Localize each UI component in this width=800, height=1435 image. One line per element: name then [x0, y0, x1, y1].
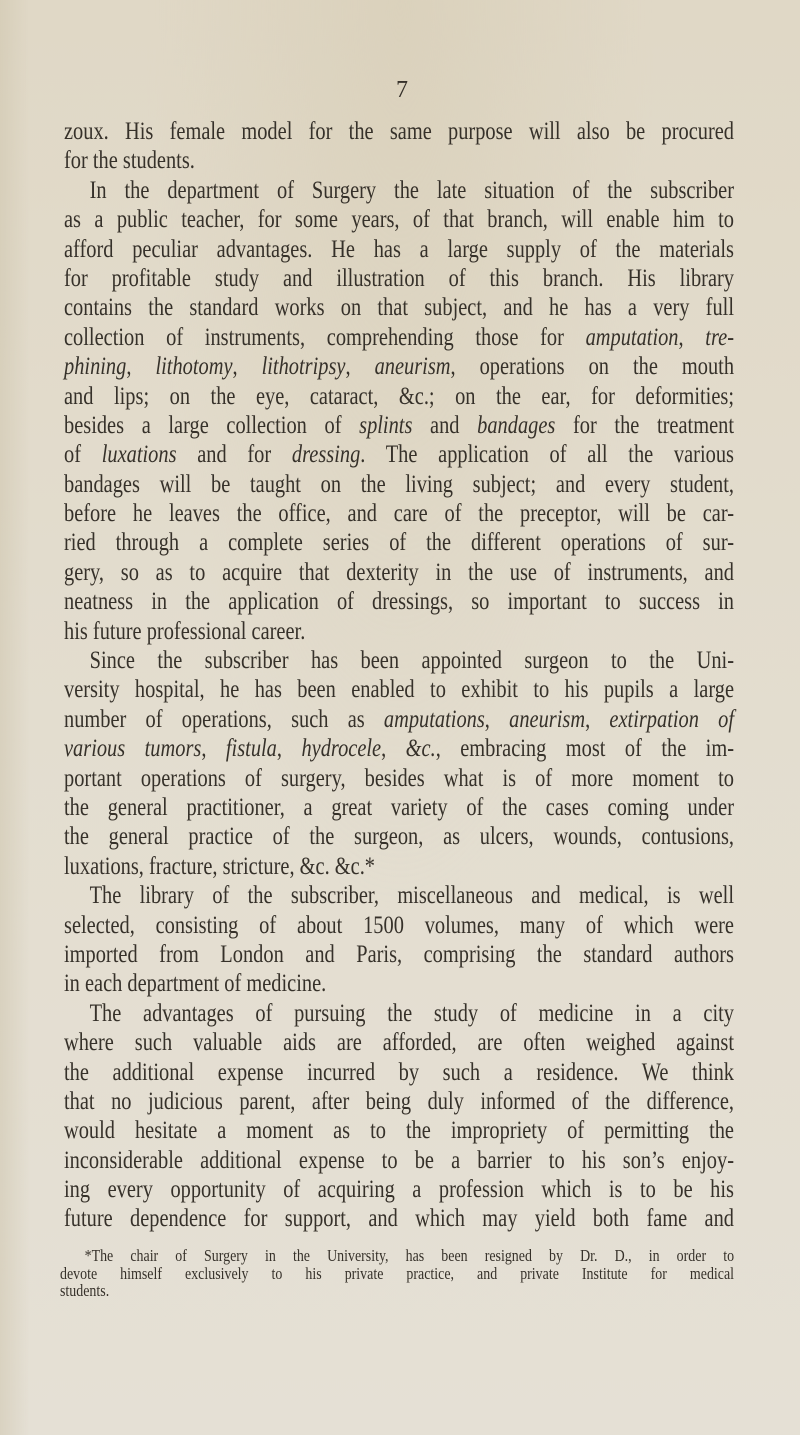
italic-term: dressing — [291, 439, 361, 469]
line-content: students. — [60, 1281, 110, 1301]
line-content: ried through a complete series of the different operations of sur- — [64, 527, 734, 557]
text-line — [64, 116, 734, 145]
text-run: , — [126, 351, 156, 381]
footnote-line — [60, 1247, 734, 1265]
italic-term: phining — [64, 351, 127, 381]
text-run: , — [232, 351, 262, 381]
text-line — [64, 1057, 734, 1086]
text-line — [64, 1086, 734, 1115]
text-run: , — [484, 703, 510, 733]
text-run: collection of instruments, comprehending those for — [64, 321, 586, 351]
line-content: zoux. His female model for the same purpose will also be procured — [64, 116, 734, 145]
text-line — [64, 410, 734, 439]
text-run: , — [276, 733, 302, 763]
text-line — [64, 1203, 734, 1232]
line-content: neatness in the application of dressings, so important to success in — [64, 586, 734, 616]
text-line — [64, 204, 734, 233]
text-line — [64, 851, 734, 880]
text-line — [64, 704, 734, 733]
text-line — [64, 792, 734, 821]
text-line — [64, 557, 734, 586]
text-line — [64, 527, 734, 556]
text-line — [64, 586, 734, 615]
line-content: and lips; on the eye, cataract, &c.; on the ear, for deformities; — [64, 380, 734, 410]
italic-term: luxations — [101, 439, 177, 469]
text-line — [64, 763, 734, 792]
text-run: . The application of all the various — [360, 439, 734, 469]
page-number: 7 — [396, 77, 408, 103]
text-line — [64, 880, 734, 909]
italic-term: amputation — [585, 321, 679, 351]
line-content: would hesitate a moment as to the impropriety of permitting the — [64, 1115, 734, 1145]
line-content: contains the standard works on that subject, and he has a very full — [64, 292, 734, 322]
text-run: of — [64, 439, 102, 469]
line-content — [64, 410, 734, 439]
italic-term: tre- — [705, 321, 734, 351]
text-line — [64, 498, 734, 527]
line-content — [64, 351, 734, 380]
text-line — [64, 322, 734, 351]
text-line — [64, 175, 734, 204]
line-content: where such valuable aids are afforded, are often weighed against — [64, 1027, 734, 1057]
line-content: the general practitioner, a great variety of the cases coming under — [64, 791, 734, 821]
text-line — [64, 234, 734, 263]
line-content — [64, 704, 734, 733]
line-content: in each department of medicine. — [64, 968, 327, 998]
text-run: , — [585, 703, 610, 733]
italic-term: lithotomy — [155, 351, 233, 381]
italic-term: bandages — [477, 409, 556, 439]
text-line — [64, 968, 734, 997]
line-content: for the students. — [64, 145, 195, 175]
text-run: for the treatment — [555, 409, 734, 439]
text-line — [64, 1027, 734, 1056]
italic-term: aneurism — [509, 703, 586, 733]
text-line — [64, 292, 734, 321]
text-line — [64, 1174, 734, 1203]
text-run: , embracing most of the im- — [435, 733, 735, 763]
text-line — [64, 821, 734, 850]
footnote-line — [60, 1282, 734, 1300]
italic-term: aneurism — [374, 351, 451, 381]
italic-term: splints — [359, 409, 413, 439]
text-line — [64, 263, 734, 292]
text-line — [64, 733, 734, 762]
line-content: luxations, fracture, stricture, &c. &c.* — [64, 850, 375, 880]
italic-term: extirpation of — [609, 703, 735, 733]
line-content: The advantages of pursuing the study of medicine in a city — [89, 997, 735, 1027]
line-content — [64, 733, 734, 762]
text-run: , — [678, 321, 706, 351]
text-line — [64, 1115, 734, 1144]
line-content: afford peculiar advantages. He has a large supply of the materials — [64, 233, 734, 263]
line-content: selected, consisting of about 1500 volumes, many of which were — [64, 909, 734, 939]
line-content: before he leaves the office, and care of the preceptor, will be car- — [64, 498, 734, 528]
line-content: for profitable study and illustration of this branch. His library — [64, 262, 734, 292]
line-content: devote himself exclusively to his private practice, and private Institute for medical — [60, 1263, 735, 1283]
footnote-line — [60, 1265, 734, 1283]
line-content: as a public teacher, for some years, of that branch, will enable him to — [64, 204, 734, 234]
italic-term: &c. — [405, 733, 436, 763]
text-line — [64, 939, 734, 968]
italic-term: amputations — [383, 703, 485, 733]
text-line — [64, 616, 734, 645]
text-line — [64, 351, 734, 380]
line-content: bandages will be taught on the living subject; and every student, — [64, 468, 734, 498]
line-content: inconsiderable additional expense to be a barrier to his son’s enjoy- — [64, 1144, 734, 1174]
line-content: *The chair of Surgery in the University, has been resigned by Dr. D., in order to — [84, 1246, 735, 1265]
line-content: versity hospital, he has been enabled to exhibit to his pupils a large — [64, 674, 734, 704]
line-content: the additional expense incurred by such a residence. We think — [64, 1056, 734, 1086]
text-line — [64, 910, 734, 939]
line-content: The library of the subscriber, miscellaneous and medical, is well — [89, 880, 735, 910]
text-run: , — [201, 733, 226, 763]
footnote — [60, 1247, 734, 1300]
text-run: number of operations, such as — [64, 703, 384, 733]
text-run: , — [345, 351, 375, 381]
line-content: portant operations of surgery, besides what is of more moment to — [64, 762, 734, 792]
line-content: his future professional career. — [64, 615, 306, 645]
line-content: Since the subscriber has been appointed surgeon to the Uni- — [89, 645, 735, 675]
text-run: and — [412, 409, 478, 439]
line-content: ing every opportunity of acquiring a profession which is to be his — [64, 1174, 734, 1204]
italic-term: hydrocele — [301, 733, 382, 763]
italic-term: fistula — [225, 733, 277, 763]
line-content: the general practice of the surgeon, as ulcers, wounds, contusions, — [64, 821, 734, 851]
text-line — [64, 469, 734, 498]
text-run: , — [381, 733, 406, 763]
line-content: future dependence for support, and which may yield both fame and — [64, 1203, 734, 1233]
text-line — [64, 439, 734, 468]
body-text — [64, 116, 734, 1233]
italic-term: lithotripsy — [261, 351, 346, 381]
text-run: and for — [176, 439, 292, 469]
line-content: imported from London and Paris, comprising the standard authors — [64, 938, 734, 968]
line-content — [64, 439, 734, 468]
italic-term: various tumors — [64, 733, 202, 763]
text-run: besides a large collection of — [64, 409, 360, 439]
text-line — [64, 998, 734, 1027]
line-content: that no judicious parent, after being duly informed of the difference, — [64, 1085, 734, 1115]
text-line — [64, 145, 734, 174]
line-content: gery, so as to acquire that dexterity in the use of instruments, and — [64, 556, 734, 586]
line-content — [64, 322, 734, 351]
line-content: In the department of Surgery the late situation of the subscriber — [89, 174, 735, 204]
text-line — [64, 645, 734, 674]
text-line — [64, 1145, 734, 1174]
text-line — [64, 674, 734, 703]
text-line — [64, 381, 734, 410]
text-run: , operations on the mouth — [450, 351, 735, 381]
